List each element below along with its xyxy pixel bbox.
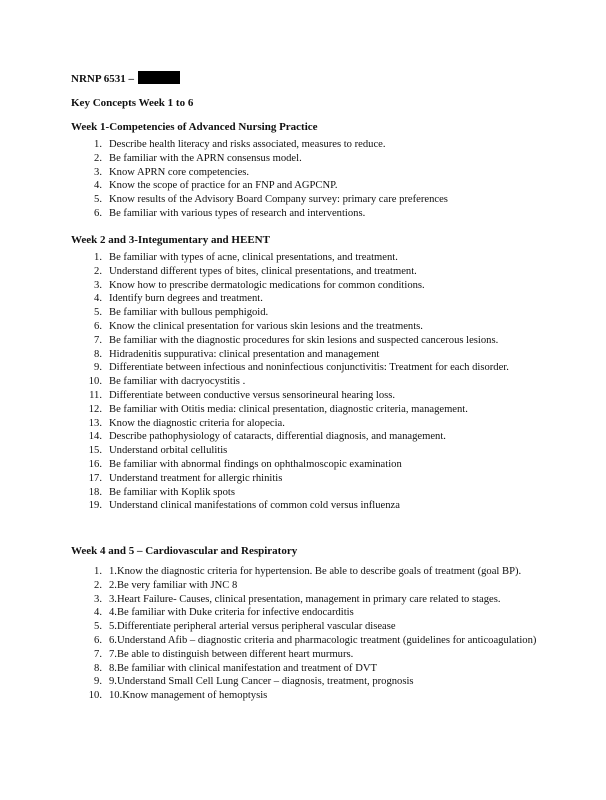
list-item [71, 499, 591, 513]
list-item-text: Understand clinical manifestations of common cold versus influenza [109, 500, 400, 512]
list-item-text: Be familiar with dacryocystitis . [109, 376, 246, 388]
list-item [71, 292, 591, 306]
list-item [71, 334, 591, 348]
list-item [71, 606, 591, 620]
list-item-number: 13. [88, 417, 102, 429]
list-item [71, 565, 591, 579]
list-item [71, 166, 591, 180]
redacted-name-block [138, 71, 180, 84]
list-item [71, 152, 591, 166]
list-item-text: Be familiar with Koplik spots [109, 486, 235, 498]
list-item [71, 348, 591, 362]
list-item-number: 19. [88, 500, 102, 512]
list-item-number: 17. [88, 472, 102, 484]
document-title: Key Concepts Week 1 to 6 [71, 97, 194, 109]
section-heading-week1: Week 1-Competencies of Advanced Nursing Practice [71, 121, 318, 133]
list-item-number: 2. [94, 579, 102, 591]
list-item [71, 320, 591, 334]
list-item [71, 361, 591, 375]
list-item [71, 634, 587, 648]
list-item-text: Know the clinical presentation for various skin lesions and the treatments. [109, 320, 423, 332]
list-item-text: Describe pathophysiology of cataracts, differential diagnosis, and management. [109, 431, 446, 443]
list-item [71, 472, 591, 486]
list-item-text: 10.Know management of hemoptysis [109, 690, 268, 702]
list-item [71, 579, 591, 593]
list-item [71, 662, 591, 676]
list-item-text: Know results of the Advisory Board Company survey: primary care preferences [109, 194, 448, 206]
list-item [71, 375, 591, 389]
list-item-number: 9. [94, 676, 102, 688]
course-title: NRNP 6531 – [71, 73, 134, 85]
list-item [71, 444, 591, 458]
list-item [71, 486, 591, 500]
list-item-text: Know the diagnostic criteria for alopecia. [109, 417, 285, 429]
list-item [71, 620, 591, 634]
list-item-number: 4. [94, 180, 102, 192]
list-item [71, 458, 591, 472]
list-item-text: Understand orbital cellulitis [109, 445, 228, 457]
list-item [71, 689, 591, 703]
section-list-week4-5 [71, 565, 591, 703]
list-item [71, 279, 591, 293]
list-item-text: 5.Differentiate peripheral arterial versus peripheral vascular disease [109, 621, 396, 633]
list-item-text: Be familiar with bullous pemphigoid. [109, 307, 269, 319]
list-item [71, 389, 591, 403]
list-item-text: 2.Be very familiar with JNC 8 [109, 579, 238, 591]
list-item [71, 207, 591, 221]
list-item-number: 7. [94, 334, 102, 346]
list-item-number: 15. [88, 445, 102, 457]
list-item-number: 4. [94, 293, 102, 305]
list-item [71, 179, 591, 193]
list-item-text: Know APRN core competencies. [109, 166, 250, 178]
list-item [71, 403, 591, 417]
list-item-number: 16. [88, 458, 102, 470]
list-item-text: 4.Be familiar with Duke criteria for infective endocarditis [109, 607, 354, 619]
list-item-number: 7. [94, 648, 102, 660]
list-item-text: Understand treatment for allergic rhinitis [109, 472, 283, 484]
list-item-number: 11. [89, 389, 102, 401]
list-item-number: 8. [94, 348, 102, 360]
list-item [71, 593, 591, 607]
list-item-number: 10. [88, 690, 102, 702]
list-item-text: Be familiar with the diagnostic procedures for skin lesions and suspected cancerous lesions. [109, 334, 499, 346]
list-item-text: 9.Understand Small Cell Lung Cancer – diagnosis, treatment, prognosis [109, 676, 414, 688]
list-item-number: 1. [94, 252, 102, 263]
list-item-number: 6. [94, 634, 102, 646]
section-list-week1 [71, 138, 591, 221]
list-item-number: 10. [88, 376, 102, 388]
list-item-text: Be familiar with Otitis media: clinical presentation, diagnostic criteria, management. [109, 403, 468, 415]
list-item-number: 12. [88, 403, 102, 415]
list-item-text: 3.Heart Failure- Causes, clinical presentation, management in primary care related to stages. [109, 593, 501, 605]
list-item-number: 3. [94, 166, 102, 178]
list-item-number: 2. [94, 265, 102, 277]
list-item-text: Be familiar with various types of research and interventions. [109, 207, 366, 219]
list-item-number: 14. [88, 431, 102, 443]
list-item [71, 251, 591, 265]
list-item-text: Be familiar with the APRN consensus model. [109, 152, 302, 164]
list-item-number: 18. [88, 486, 102, 498]
list-item-text: Differentiate between infectious and noninfectious conjunctivitis: Treatment for each disorder. [109, 362, 509, 374]
list-item-number: 1. [94, 139, 102, 150]
list-item [71, 265, 591, 279]
list-item [71, 417, 591, 431]
list-item-text: 8.Be familiar with clinical manifestation and treatment of DVT [109, 662, 377, 674]
list-item-number: 1. [94, 566, 102, 577]
list-item-number: 2. [94, 152, 102, 164]
list-item-number: 8. [94, 662, 102, 674]
list-item-number: 3. [94, 593, 102, 605]
list-item-text: Describe health literacy and risks associated, measures to reduce. [109, 139, 386, 150]
list-item-text: Understand different types of bites, clinical presentations, and treatment. [109, 265, 417, 277]
list-item-text: Know how to prescribe dermatologic medications for common conditions. [109, 279, 425, 291]
section-list-week2-3 [71, 251, 591, 513]
list-item-number: 6. [94, 207, 102, 219]
list-item-number: 5. [94, 194, 102, 206]
section-heading-week2-3: Week 2 and 3-Integumentary and HEENT [71, 234, 270, 246]
list-item-text: 7.Be able to distinguish between different heart murmurs. [109, 648, 354, 660]
list-item-number: 5. [94, 621, 102, 633]
list-item [71, 648, 591, 662]
list-item-text: Be familiar with abnormal findings on ophthalmoscopic examination [109, 458, 402, 470]
list-item [71, 430, 591, 444]
list-item [71, 138, 591, 152]
list-item-text: 1.Know the diagnostic criteria for hypertension. Be able to describe goals of treatment (goal BP). [109, 566, 522, 577]
list-item-text: Know the scope of practice for an FNP and AGPCNP. [109, 180, 338, 192]
list-item-number: 5. [94, 307, 102, 319]
list-item [71, 306, 591, 320]
course-title-line [71, 71, 180, 86]
list-item-text: Be familiar with types of acne, clinical presentations, and treatment. [109, 252, 398, 263]
list-item-number: 6. [94, 320, 102, 332]
list-item-number: 3. [94, 279, 102, 291]
list-item-number: 4. [94, 607, 102, 619]
list-item-number: 9. [94, 362, 102, 374]
list-item-text: Hidradenitis suppurativa: clinical presentation and management [109, 348, 380, 360]
section-heading-week4-5: Week 4 and 5 – Cardiovascular and Respiratory [71, 545, 298, 557]
list-item [71, 193, 591, 207]
list-item-text: Identify burn degrees and treatment. [109, 293, 263, 305]
list-item-text: Differentiate between conductive versus sensorineural hearing loss. [109, 389, 396, 401]
list-item [71, 675, 591, 689]
list-item-text: 6.Understand Afib – diagnostic criteria and pharmacologic treatment (guidelines for anticoagulation) [109, 634, 537, 646]
